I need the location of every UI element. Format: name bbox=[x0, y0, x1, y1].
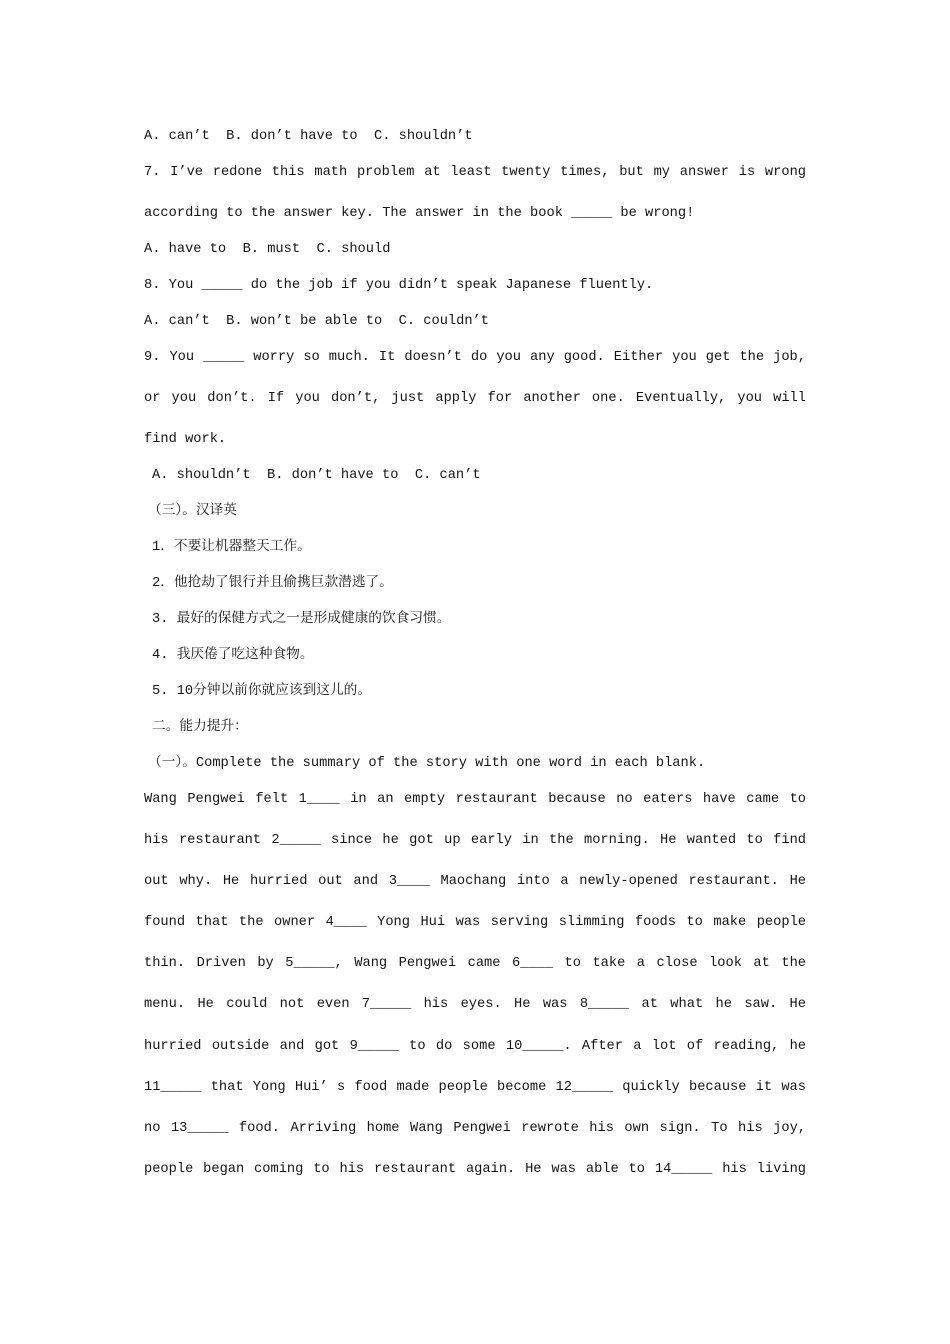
summary-line: 11_____ that Yong Hui’ s food made people become 12_____ quickly because it was bbox=[144, 1080, 806, 1095]
summary-line: thin. Driven by 5_____, Wang Pengwei came 6____ to take a close look at the bbox=[144, 956, 806, 971]
summary-line: his restaurant 2_____ since he got up early in the morning. He wanted to find bbox=[144, 833, 806, 848]
summary-line: hurried outside and got 9_____ to do some 10_____. After a lot of reading, he bbox=[144, 1039, 806, 1054]
q9-stem-line: or you don’t. If you don’t, just apply for another one. Eventually, you will bbox=[144, 391, 806, 406]
summary-line: out why. He hurried out and 3____ Maochang into a newly-opened restaurant. He bbox=[144, 874, 806, 889]
q7-stem-line: 7. I’ve redone this math problem at least twenty times, but my answer is wrong bbox=[144, 165, 806, 180]
q9-stem-line: 9. You _____ worry so much. It doesn’t do you any good. Either you get the job, bbox=[144, 350, 806, 365]
q7-options: A. have to B. must C. should bbox=[144, 242, 391, 257]
summary-line: Wang Pengwei felt 1____ in an empty restaurant because no eaters have came to bbox=[144, 792, 806, 807]
summary-line: no 13_____ food. Arriving home Wang Pengwei rewrote his own sign. To his joy, bbox=[144, 1121, 806, 1136]
q8-stem-line: 8. You _____ do the job if you didn’t speak Japanese fluently. bbox=[144, 278, 654, 293]
q9-stem-line: find work. bbox=[144, 432, 227, 447]
q9-options: A. shouldn’t B. don’t have to C. can’t bbox=[152, 468, 481, 483]
translation-heading: （三）。汉译英 bbox=[148, 504, 237, 519]
summary-instruction: （一）。Complete the summary of the story with one word in each blank. bbox=[148, 756, 706, 771]
translation-item: 2．他抢劫了银行并且偷携巨款潜逃了。 bbox=[152, 576, 393, 591]
summary-line: menu. He could not even 7_____ his eyes. He was 8_____ at what he saw. He bbox=[144, 997, 806, 1012]
translation-item: 3. 最好的保健方式之一是形成健康的饮食习惯。 bbox=[152, 612, 451, 627]
q6-options: A. can’t B. don’t have to C. shouldn’t bbox=[144, 129, 473, 144]
q8-options: A. can’t B. won’t be able to C. couldn’t bbox=[144, 314, 489, 329]
summary-line: found that the owner 4____ Yong Hui was serving slimming foods to make people bbox=[144, 915, 806, 930]
q7-stem-line: according to the answer key. The answer in the book _____ be wrong! bbox=[144, 206, 695, 221]
translation-item: 4. 我厌倦了吃这种食物。 bbox=[152, 648, 314, 663]
translation-item: 1．不要让机器整天工作。 bbox=[152, 540, 311, 555]
ability-heading: 二。能力提升： bbox=[152, 720, 248, 735]
translation-item: 5. 10分钟以前你就应该到这儿的。 bbox=[152, 684, 372, 699]
summary-line: people began coming to his restaurant again. He was able to 14_____ his living bbox=[144, 1162, 806, 1177]
